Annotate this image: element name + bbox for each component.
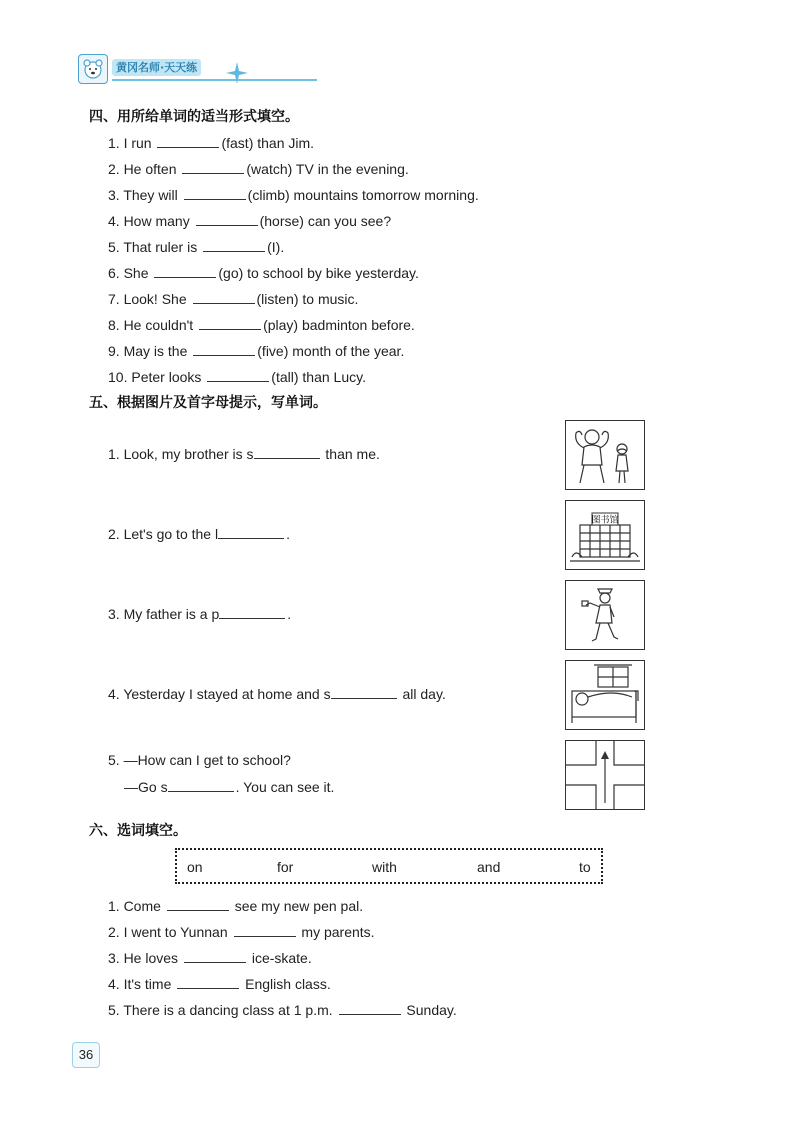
section5-item-2: 2. Let's go to the l .: [108, 526, 290, 542]
answer-blank[interactable]: [254, 444, 320, 459]
page-number: 36: [72, 1042, 100, 1068]
section5-item-5: 5. —How can I get to school?: [108, 752, 291, 768]
answer-blank[interactable]: [177, 974, 239, 989]
word-options-box: [175, 848, 603, 884]
answer-blank[interactable]: [199, 315, 261, 330]
answer-blank[interactable]: [234, 922, 296, 937]
header-underline: [112, 79, 317, 81]
picture-library: [565, 500, 645, 570]
section4-item-10: 10. Peter looks (tall) than Lucy.: [108, 369, 366, 385]
option-word: for: [277, 859, 294, 875]
section5-title: 五、根据图片及首字母提示，写单词。: [89, 395, 327, 411]
answer-blank[interactable]: [218, 524, 284, 539]
answer-blank[interactable]: [184, 948, 246, 963]
option-word: to: [579, 859, 591, 875]
answer-blank[interactable]: [193, 289, 255, 304]
answer-blank[interactable]: [168, 777, 234, 792]
picture-postman: [565, 580, 645, 650]
sparkle-icon: [226, 62, 248, 84]
library-sign-text: 图书馆: [591, 515, 619, 526]
option-word: and: [477, 859, 501, 875]
answer-blank[interactable]: [219, 604, 285, 619]
section4-item-6: 6. She (go) to school by bike yesterday.: [108, 265, 419, 281]
picture-strong-man: [565, 420, 645, 490]
section6-item-1: 1. Come see my new pen pal.: [108, 898, 364, 914]
bear-icon: [78, 54, 108, 84]
section6-item-5: 5. There is a dancing class at 1 p.m. Sunday.: [108, 1002, 457, 1018]
section5-item-5-line2: —Go s . You can see it.: [124, 779, 335, 795]
answer-blank[interactable]: [193, 341, 255, 356]
answer-blank[interactable]: [331, 684, 397, 699]
picture-sleeping: [565, 660, 645, 730]
section4-item-9: 9. May is the (five) month of the year.: [108, 343, 405, 359]
answer-blank[interactable]: [167, 896, 229, 911]
section4-title: 四、用所给单词的适当形式填空。: [89, 109, 299, 125]
answer-blank[interactable]: [182, 159, 244, 174]
section4-item-8: 8. He couldn't (play) badminton before.: [108, 317, 415, 333]
section6-item-2: 2. I went to Yunnan my parents.: [108, 924, 375, 940]
section4-item-3: 3. They will (climb) mountains tomorrow morning.: [108, 187, 479, 203]
section4-item-7: 7. Look! She (listen) to music.: [108, 291, 359, 307]
option-word: on: [187, 859, 203, 875]
section6-item-4: 4. It's time English class.: [108, 976, 331, 992]
answer-blank[interactable]: [157, 133, 219, 148]
section4-item-2: 2. He often (watch) TV in the evening.: [108, 161, 409, 177]
answer-blank[interactable]: [196, 211, 258, 226]
answer-blank[interactable]: [154, 263, 216, 278]
section4-item-5: 5. That ruler is (I).: [108, 239, 285, 255]
answer-blank[interactable]: [339, 1000, 401, 1015]
section6-title: 六、选词填空。: [89, 823, 187, 839]
series-title: 黄冈名师·天天练: [112, 59, 201, 76]
answer-blank[interactable]: [207, 367, 269, 382]
section4-item-1: 1. I run (fast) than Jim.: [108, 135, 315, 151]
option-word: with: [372, 859, 397, 875]
answer-blank[interactable]: [184, 185, 246, 200]
answer-blank[interactable]: [203, 237, 265, 252]
picture-go-straight: [565, 740, 645, 810]
section5-item-1: 1. Look, my brother is s than me.: [108, 446, 380, 462]
section4-item-4: 4. How many (horse) can you see?: [108, 213, 392, 229]
section5-item-3: 3. My father is a p .: [108, 606, 292, 622]
section6-item-3: 3. He loves ice-skate.: [108, 950, 312, 966]
section5-item-4: 4. Yesterday I stayed at home and s all day.: [108, 686, 446, 702]
series-logo: [78, 54, 238, 84]
